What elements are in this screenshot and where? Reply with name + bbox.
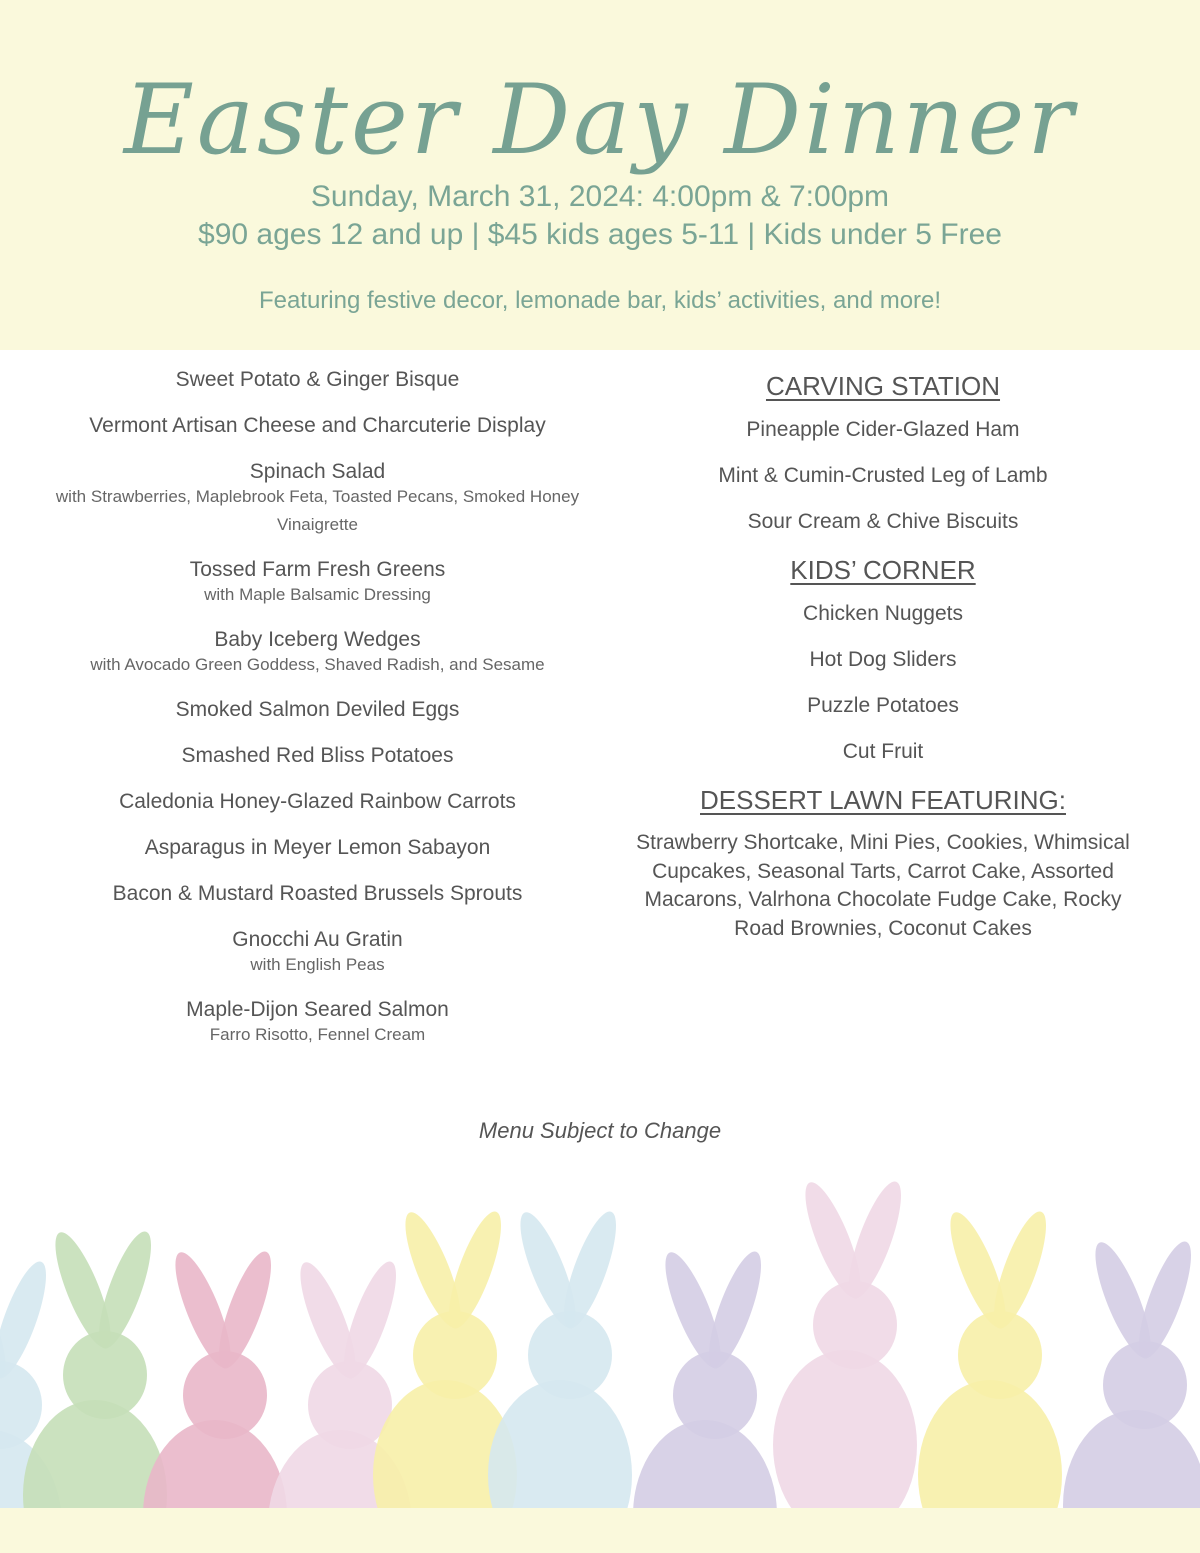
menu-item-name: Bacon & Mustard Roasted Brussels Sprouts bbox=[112, 882, 523, 905]
bunny-pink bbox=[143, 1246, 287, 1510]
bunny-lavender-right bbox=[1063, 1236, 1200, 1510]
menu-item bbox=[30, 995, 605, 1049]
price-line: $90 ages 12 and up | $45 kids ages 5-11 | Kids under 5 Free bbox=[198, 218, 1002, 251]
dessert-list: Strawberry Shortcake, Mini Pies, Cookies, Whimsical Cupcakes, Seasonal Tarts, Carrot Cake, Assorted Macarons, Valrhona Chocolate Fudge Cake, Rocky Road Brownies, Coconut Cakes bbox=[636, 831, 1130, 940]
bunny-pink-tall bbox=[773, 1180, 917, 1510]
menu-item bbox=[30, 411, 605, 441]
footer-band bbox=[0, 1508, 1200, 1553]
menu-item bbox=[620, 691, 1146, 721]
bunny-silhouettes-illustration bbox=[0, 1180, 1200, 1510]
menu-item bbox=[620, 599, 1146, 629]
menu-item-desc: Farro Risotto, Fennel Cream bbox=[209, 1025, 426, 1044]
menu-item-name: Vermont Artisan Cheese and Charcuterie Display bbox=[89, 414, 546, 437]
menu-item bbox=[30, 833, 605, 863]
menu-item-name: Spinach Salad bbox=[249, 460, 386, 483]
menu-item-name: Sour Cream & Chive Biscuits bbox=[747, 510, 1019, 533]
menu-item-name: Tossed Farm Fresh Greens bbox=[189, 558, 446, 581]
menu-item bbox=[30, 787, 605, 817]
bunny-blue bbox=[488, 1206, 632, 1510]
menu-item-name: Caledonia Honey-Glazed Rainbow Carrots bbox=[119, 790, 516, 813]
stations-column bbox=[620, 365, 1146, 943]
dessert-lawn-heading: DESSERT LAWN FEATURING: bbox=[700, 785, 1066, 815]
date-line: Sunday, March 31, 2024: 4:00pm & 7:00pm bbox=[310, 180, 890, 213]
menu-item bbox=[620, 461, 1146, 491]
menu-item-name: Smashed Red Bliss Potatoes bbox=[181, 744, 454, 767]
menu-item bbox=[30, 457, 605, 539]
menu-item bbox=[30, 741, 605, 771]
menu-item-name: Pineapple Cider-Glazed Ham bbox=[746, 418, 1020, 441]
menu-item-desc: with English Peas bbox=[250, 955, 385, 974]
menu-item-name: Puzzle Potatoes bbox=[807, 694, 959, 717]
menu-item bbox=[30, 695, 605, 725]
carving-station-heading: CARVING STATION bbox=[765, 371, 1001, 401]
menu-item bbox=[620, 737, 1146, 767]
menu-item bbox=[30, 625, 605, 679]
menu-item-name: Gnocchi Au Gratin bbox=[232, 928, 403, 951]
menu-item bbox=[30, 365, 605, 395]
menu-item bbox=[620, 415, 1146, 445]
menu-item-desc: with Maple Balsamic Dressing bbox=[204, 585, 431, 604]
main-menu-column bbox=[30, 365, 605, 1065]
menu-item-name: Chicken Nuggets bbox=[803, 602, 963, 625]
menu-item bbox=[620, 645, 1146, 675]
menu-item-name: Hot Dog Sliders bbox=[809, 648, 957, 671]
menu-item-desc: with Avocado Green Goddess, Shaved Radish, and Sesame bbox=[90, 655, 545, 674]
menu-item bbox=[620, 507, 1146, 537]
menu-item-name: Sweet Potato & Ginger Bisque bbox=[175, 368, 460, 391]
menu-item-name: Mint & Cumin-Crusted Leg of Lamb bbox=[718, 464, 1048, 487]
menu-item bbox=[30, 879, 605, 909]
menu-item-name: Baby Iceberg Wedges bbox=[214, 628, 421, 651]
feature-line: Featuring festive decor, lemonade bar, kids’ activities, and more! bbox=[258, 287, 942, 314]
menu-item-desc: with Strawberries, Maplebrook Feta, Toasted Pecans, Smoked Honey Vinaigrette bbox=[55, 487, 580, 534]
menu-item-name: Smoked Salmon Deviled Eggs bbox=[175, 698, 460, 721]
menu-note: Menu Subject to Change bbox=[478, 1118, 722, 1143]
page-title: Easter Day Dinner bbox=[123, 64, 1077, 176]
bunny-lavender bbox=[633, 1246, 777, 1510]
bunny-yellow-right bbox=[918, 1206, 1062, 1510]
kids-corner-heading: KIDS’ CORNER bbox=[790, 555, 976, 585]
menu-item-name: Asparagus in Meyer Lemon Sabayon bbox=[144, 836, 491, 859]
menu-item bbox=[30, 555, 605, 609]
menu-item-name: Maple-Dijon Seared Salmon bbox=[186, 998, 449, 1021]
menu-item-name: Cut Fruit bbox=[842, 740, 924, 763]
header-banner bbox=[0, 0, 1200, 350]
menu-item bbox=[30, 925, 605, 979]
